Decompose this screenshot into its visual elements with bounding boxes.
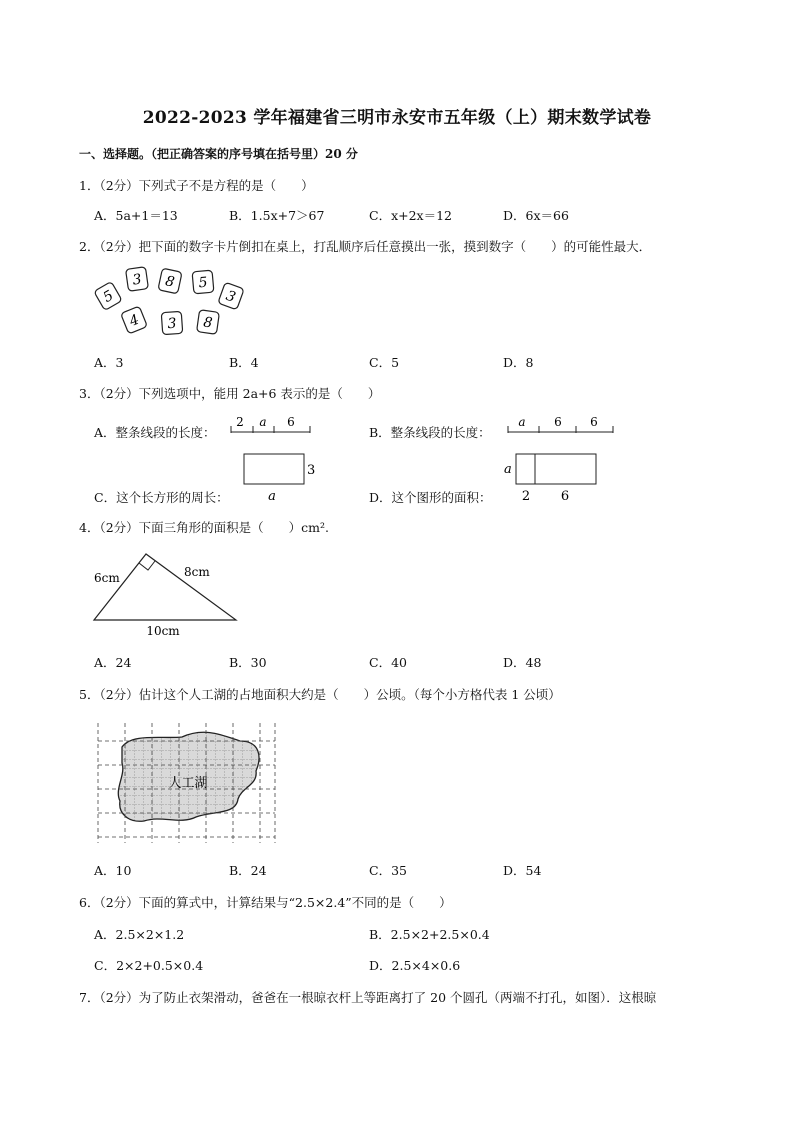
seg-label: 2 (236, 415, 244, 429)
q3-c-rectangle-figure (240, 450, 320, 505)
q6-option-d[interactable]: D．2.5×4×0.6 (369, 958, 461, 973)
card-number: 5 (100, 287, 117, 307)
number-card (218, 282, 244, 310)
card-number: 5 (197, 274, 209, 292)
q3-a-segment-figure (228, 412, 314, 436)
q4-option-b[interactable]: B．30 (229, 655, 267, 670)
section-heading: 一、选择题。（把正确答案的序号填在括号里）20 分 (79, 147, 358, 161)
q3-option-a[interactable]: A．整条线段的长度： (94, 425, 216, 440)
q3-d-rectangle-figure (500, 450, 604, 505)
q1-option-a[interactable]: A．5a+1＝13 (94, 208, 178, 223)
question-2-stem: 2．（2分）把下面的数字卡片倒扣在桌上，打乱顺序后任意摸出一张，摸到数字（ ）的可能性最大． (79, 239, 652, 254)
seg-label: 6 (554, 415, 562, 429)
lake-label: 人工湖 (168, 776, 208, 791)
seg-label: 6 (590, 415, 598, 429)
q5-option-a[interactable]: A．10 (94, 863, 132, 878)
q1-option-c[interactable]: C．x+2x＝12 (369, 208, 452, 223)
triangle-base-label: 10cm (146, 624, 180, 638)
card-number: 3 (167, 315, 178, 333)
number-card (126, 267, 149, 292)
triangle-right-side-label: 8cm (184, 565, 210, 579)
number-card (192, 270, 214, 294)
question-4-stem: 4．（2分）下面三角形的面积是（ ）cm². (79, 520, 329, 535)
question-6-stem: 6．（2分）下面的算式中，计算结果与“2.5×2.4”不同的是（ ） (79, 895, 452, 910)
lake-grid-figure (92, 715, 282, 850)
question-3-stem: 3．（2分）下列选项中，能用 2a+6 表示的是（ ） (79, 386, 381, 401)
rect-width-label-1: 2 (521, 489, 531, 504)
q1-option-b[interactable]: B．1.5x+7＞67 (229, 208, 325, 223)
q5-option-c[interactable]: C．35 (369, 863, 407, 878)
question-5-stem: 5．（2分）估计这个人工湖的占地面积大约是（ ）公顷。（每个小方格代表 1 公顷） (79, 687, 561, 702)
q3-option-c[interactable]: C．这个长方形的周长： (94, 490, 229, 505)
card-number: 4 (127, 311, 142, 331)
card-number: 8 (163, 273, 176, 291)
q6-option-b[interactable]: B．2.5×2+2.5×0.4 (369, 927, 490, 942)
q2-option-d[interactable]: D．8 (503, 355, 534, 370)
rect-height-label: 3 (307, 463, 316, 478)
number-card (161, 311, 182, 334)
seg-label: a (259, 415, 267, 429)
rect-height-label: a (504, 462, 512, 477)
q4-option-a[interactable]: A．24 (94, 655, 132, 670)
rect-width-label: a (268, 489, 276, 504)
number-card (121, 306, 148, 334)
number-card (94, 281, 122, 310)
seg-label: a (518, 415, 526, 429)
q4-option-d[interactable]: D．48 (503, 655, 542, 670)
triangle-left-side-label: 6cm (94, 571, 120, 585)
number-cards-figure (90, 262, 250, 342)
seg-label: 6 (287, 415, 295, 429)
rect-width-label-2: 6 (560, 489, 570, 504)
number-card (158, 268, 182, 294)
number-card (197, 310, 220, 335)
question-1-stem: 1．（2分）下列式子不是方程的是（ ） (79, 178, 314, 193)
q3-b-segment-figure (505, 412, 617, 436)
q3-option-b[interactable]: B．整条线段的长度： (369, 425, 491, 440)
q6-option-a[interactable]: A．2.5×2×1.2 (94, 927, 185, 942)
question-7-stem: 7．（2分）为了防止衣架滑动，爸爸在一根晾衣杆上等距离打了 20 个圆孔（两端不打孔，如图）．这根晾 (79, 990, 657, 1005)
q5-option-d[interactable]: D．54 (503, 863, 542, 878)
right-triangle-figure (88, 548, 248, 640)
q5-option-b[interactable]: B．24 (229, 863, 267, 878)
q6-option-c[interactable]: C．2×2+0.5×0.4 (94, 958, 204, 973)
q2-option-a[interactable]: A．3 (94, 355, 124, 370)
exam-title: 2022-2023 学年福建省三明市永安市五年级（上）期末数学试卷 (142, 108, 652, 128)
card-number: 8 (202, 314, 214, 332)
q3-option-d[interactable]: D．这个图形的面积： (369, 490, 492, 505)
q4-option-c[interactable]: C．40 (369, 655, 407, 670)
q2-option-c[interactable]: C．5 (369, 355, 400, 370)
q1-option-d[interactable]: D．6x＝66 (503, 208, 569, 223)
card-number: 3 (131, 271, 143, 289)
card-number: 3 (223, 287, 238, 306)
q2-option-b[interactable]: B．4 (229, 355, 259, 370)
